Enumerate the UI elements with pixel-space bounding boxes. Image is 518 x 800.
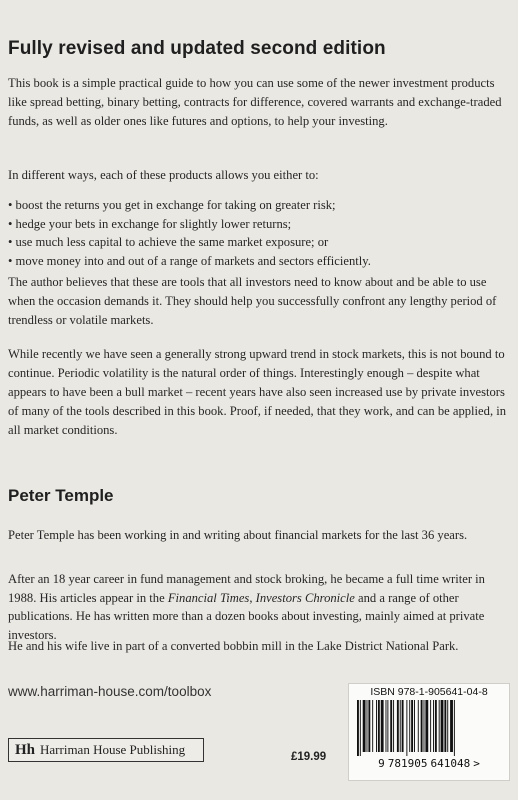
barcode-digits: 9 781905 641048 >	[378, 757, 480, 770]
publisher-logo: Hh	[15, 741, 36, 758]
author-belief-paragraph: The author believes that these are tools that all investors need to know about and be able to use when the occasion demands it. They should help you successfully confront any lengthy period of trendless or volatile markets.	[8, 275, 497, 327]
website-url: www.harriman-house.com/toolbox	[8, 684, 212, 699]
publication-investors-chronicle: Investors Chronicle	[255, 590, 355, 605]
publication-financial-times: Financial Times	[167, 590, 250, 605]
isbn-label: ISBN 978-1-905641-04-8	[370, 686, 488, 698]
benefits-list	[8, 196, 510, 270]
lead-in-paragraph: In different ways, each of these products allows you either to:	[8, 168, 319, 182]
author-bio-3: He and his wife live in part of a converted bobbin mill in the Lake District National Park.	[8, 639, 459, 653]
edition-heading: Fully revised and updated second edition	[8, 38, 386, 59]
barcode-icon	[355, 700, 505, 756]
market-trend-paragraph: While recently we have seen a generally strong upward trend in stock markets, this is not bound to continue. Periodic volatility is the natural order of things. Interestingly enough – despite what appears to have been a bull market – recent years have also seen increased use by private investors of many of the tools described in this book. Proof, if needed, that they work, and can be applied, in all market conditions.	[8, 347, 507, 437]
price: £19.99	[291, 751, 327, 763]
author-bio-1: Peter Temple has been working in and writing about financial markets for the last 36 years.	[8, 528, 468, 542]
list-item: • hedge your bets in exchange for slightly lower returns;	[8, 216, 292, 231]
author-name: Peter Temple	[8, 486, 114, 505]
publisher-badge	[8, 738, 204, 762]
list-item: • move money into and out of a range of markets and sectors efficiently.	[8, 253, 371, 268]
list-item: • boost the returns you get in exchange for taking on greater risk;	[8, 198, 336, 212]
author-bio-2: After an 18 year career in fund management and stock broking, he became a full time writer in 1988. His articles appear in the Financial Times, Investors Chronicle and a range of other publications. He has written more than a dozen books about investing, mainly aimed at private investors.	[8, 572, 485, 642]
publisher-name: Harriman House Publishing	[40, 742, 186, 757]
barcode-panel	[348, 683, 510, 781]
list-item: • use much less capital to achieve the same market exposure; or	[8, 235, 329, 249]
intro-paragraph: This book is a simple practical guide to how you can use some of the newer investment products like spread betting, binary betting, contracts for difference, covered warrants and exchange-traded funds, as well as older ones like futures and options, to help your investing.	[8, 76, 502, 128]
